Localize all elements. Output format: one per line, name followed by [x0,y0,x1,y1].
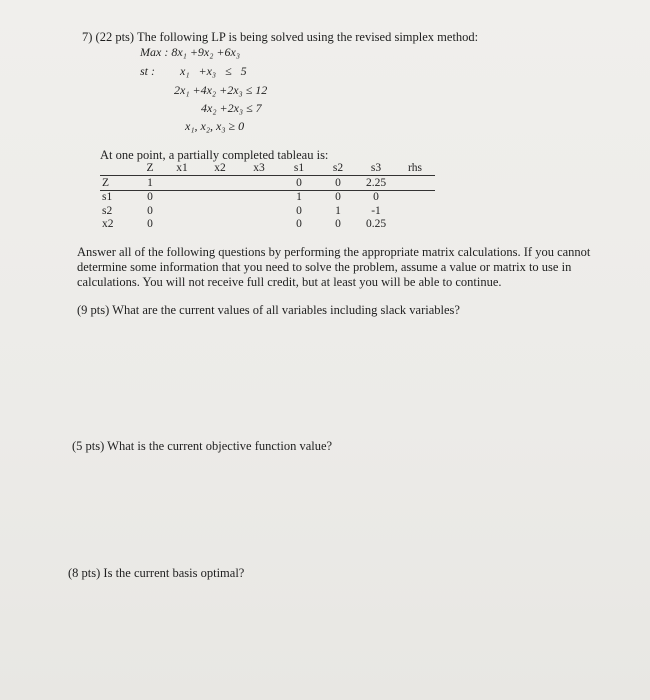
tableau-cell: 1 [335,204,341,217]
tableau-cell: 2.25 [357,176,395,191]
simplex-tableau [100,161,435,231]
tableau-header-cell: s2 [332,162,344,174]
tableau-cell [395,190,435,204]
part-3-question: (8 pts) Is the current basis optimal? [68,566,245,580]
tableau-cell: 0 [147,191,153,204]
tableau-cell [201,190,239,204]
tableau-cell: 1 [137,176,163,191]
tableau-cell: 0 [319,176,357,191]
tableau-row-s2 [100,204,435,218]
tableau-cell [395,204,435,218]
question-header: 7) (22 pts) The following LP is being solved using the revised simplex method: [82,30,479,44]
lp-nonnegativity: x₁, x₂, x₃ ≥ 0 [185,119,245,133]
tableau-cell [201,218,239,232]
tableau-cell: x2 [102,218,114,231]
tableau-cell [163,204,201,218]
tableau-header-cell: x3 [253,162,265,174]
lp-objective: Max : 8x₁ +9x₂ +6x₃ [140,45,241,59]
tableau-cell [163,190,201,204]
tableau-cell: 0 [296,218,302,231]
tableau-cell: 0 [335,191,341,204]
tableau-header-cell: s1 [293,162,305,174]
tableau-cell [395,218,435,232]
tableau-cell: 0 [279,176,319,191]
tableau-cell [239,176,279,191]
tableau-row-s1 [100,190,435,204]
tableau-cell: Z [100,176,137,191]
tableau-cell [163,176,201,191]
tableau-header-row [100,161,435,176]
tableau-header-cell: x2 [214,162,226,174]
tableau-cell [163,218,201,232]
part-2-question: (5 pts) What is the current objective function value? [72,439,333,453]
instructions-paragraph: Answer all of the following questions by performing the appropriate matrix calculations. If you cannot determine some information that you need to solve the problem, assume a value or matrix to use in calculations. You will not receive full credit, but at least you will be able to continue. [77,245,591,289]
tableau-cell: -1 [371,204,381,217]
tableau-intro: At one point, a partially completed tableau is: [100,148,329,162]
tableau-cell: s2 [102,204,113,217]
lp-constraint-3: 4x₂ +2x₃ ≤ 7 [201,101,262,115]
tableau-row-x2 [100,218,435,232]
tableau-cell [239,190,279,204]
tableau-header-cell: s3 [370,162,382,174]
tableau-header-cell: x1 [176,162,188,174]
part-1-question: (9 pts) What are the current values of all variables including slack variables? [77,303,460,317]
tableau-cell [239,204,279,218]
lp-constraint-2: 2x₁ +4x₂ +2x₃ ≤ 12 [174,83,268,97]
tableau-cell [395,176,435,191]
tableau-cell: 0 [335,218,341,231]
tableau-header-cell: rhs [407,162,423,174]
lp-st-label: st : [140,64,155,78]
tableau-header-cell: Z [146,162,154,174]
tableau-cell: 0 [373,191,379,204]
tableau-cell: 0 [296,204,302,217]
tableau-cell: 0.25 [365,218,387,231]
tableau-cell: 0 [147,204,153,217]
tableau-cell: 0 [147,218,153,231]
tableau-cell [201,204,239,218]
tableau-header-cell [100,161,137,176]
tableau-cell: s1 [102,191,113,204]
tableau-cell: 1 [296,191,302,204]
tableau-cell [201,176,239,191]
tableau-cell [239,218,279,232]
tableau-row-z [100,176,435,191]
lp-constraint-1: x₁ +x₃ ≤ 5 [180,64,247,78]
